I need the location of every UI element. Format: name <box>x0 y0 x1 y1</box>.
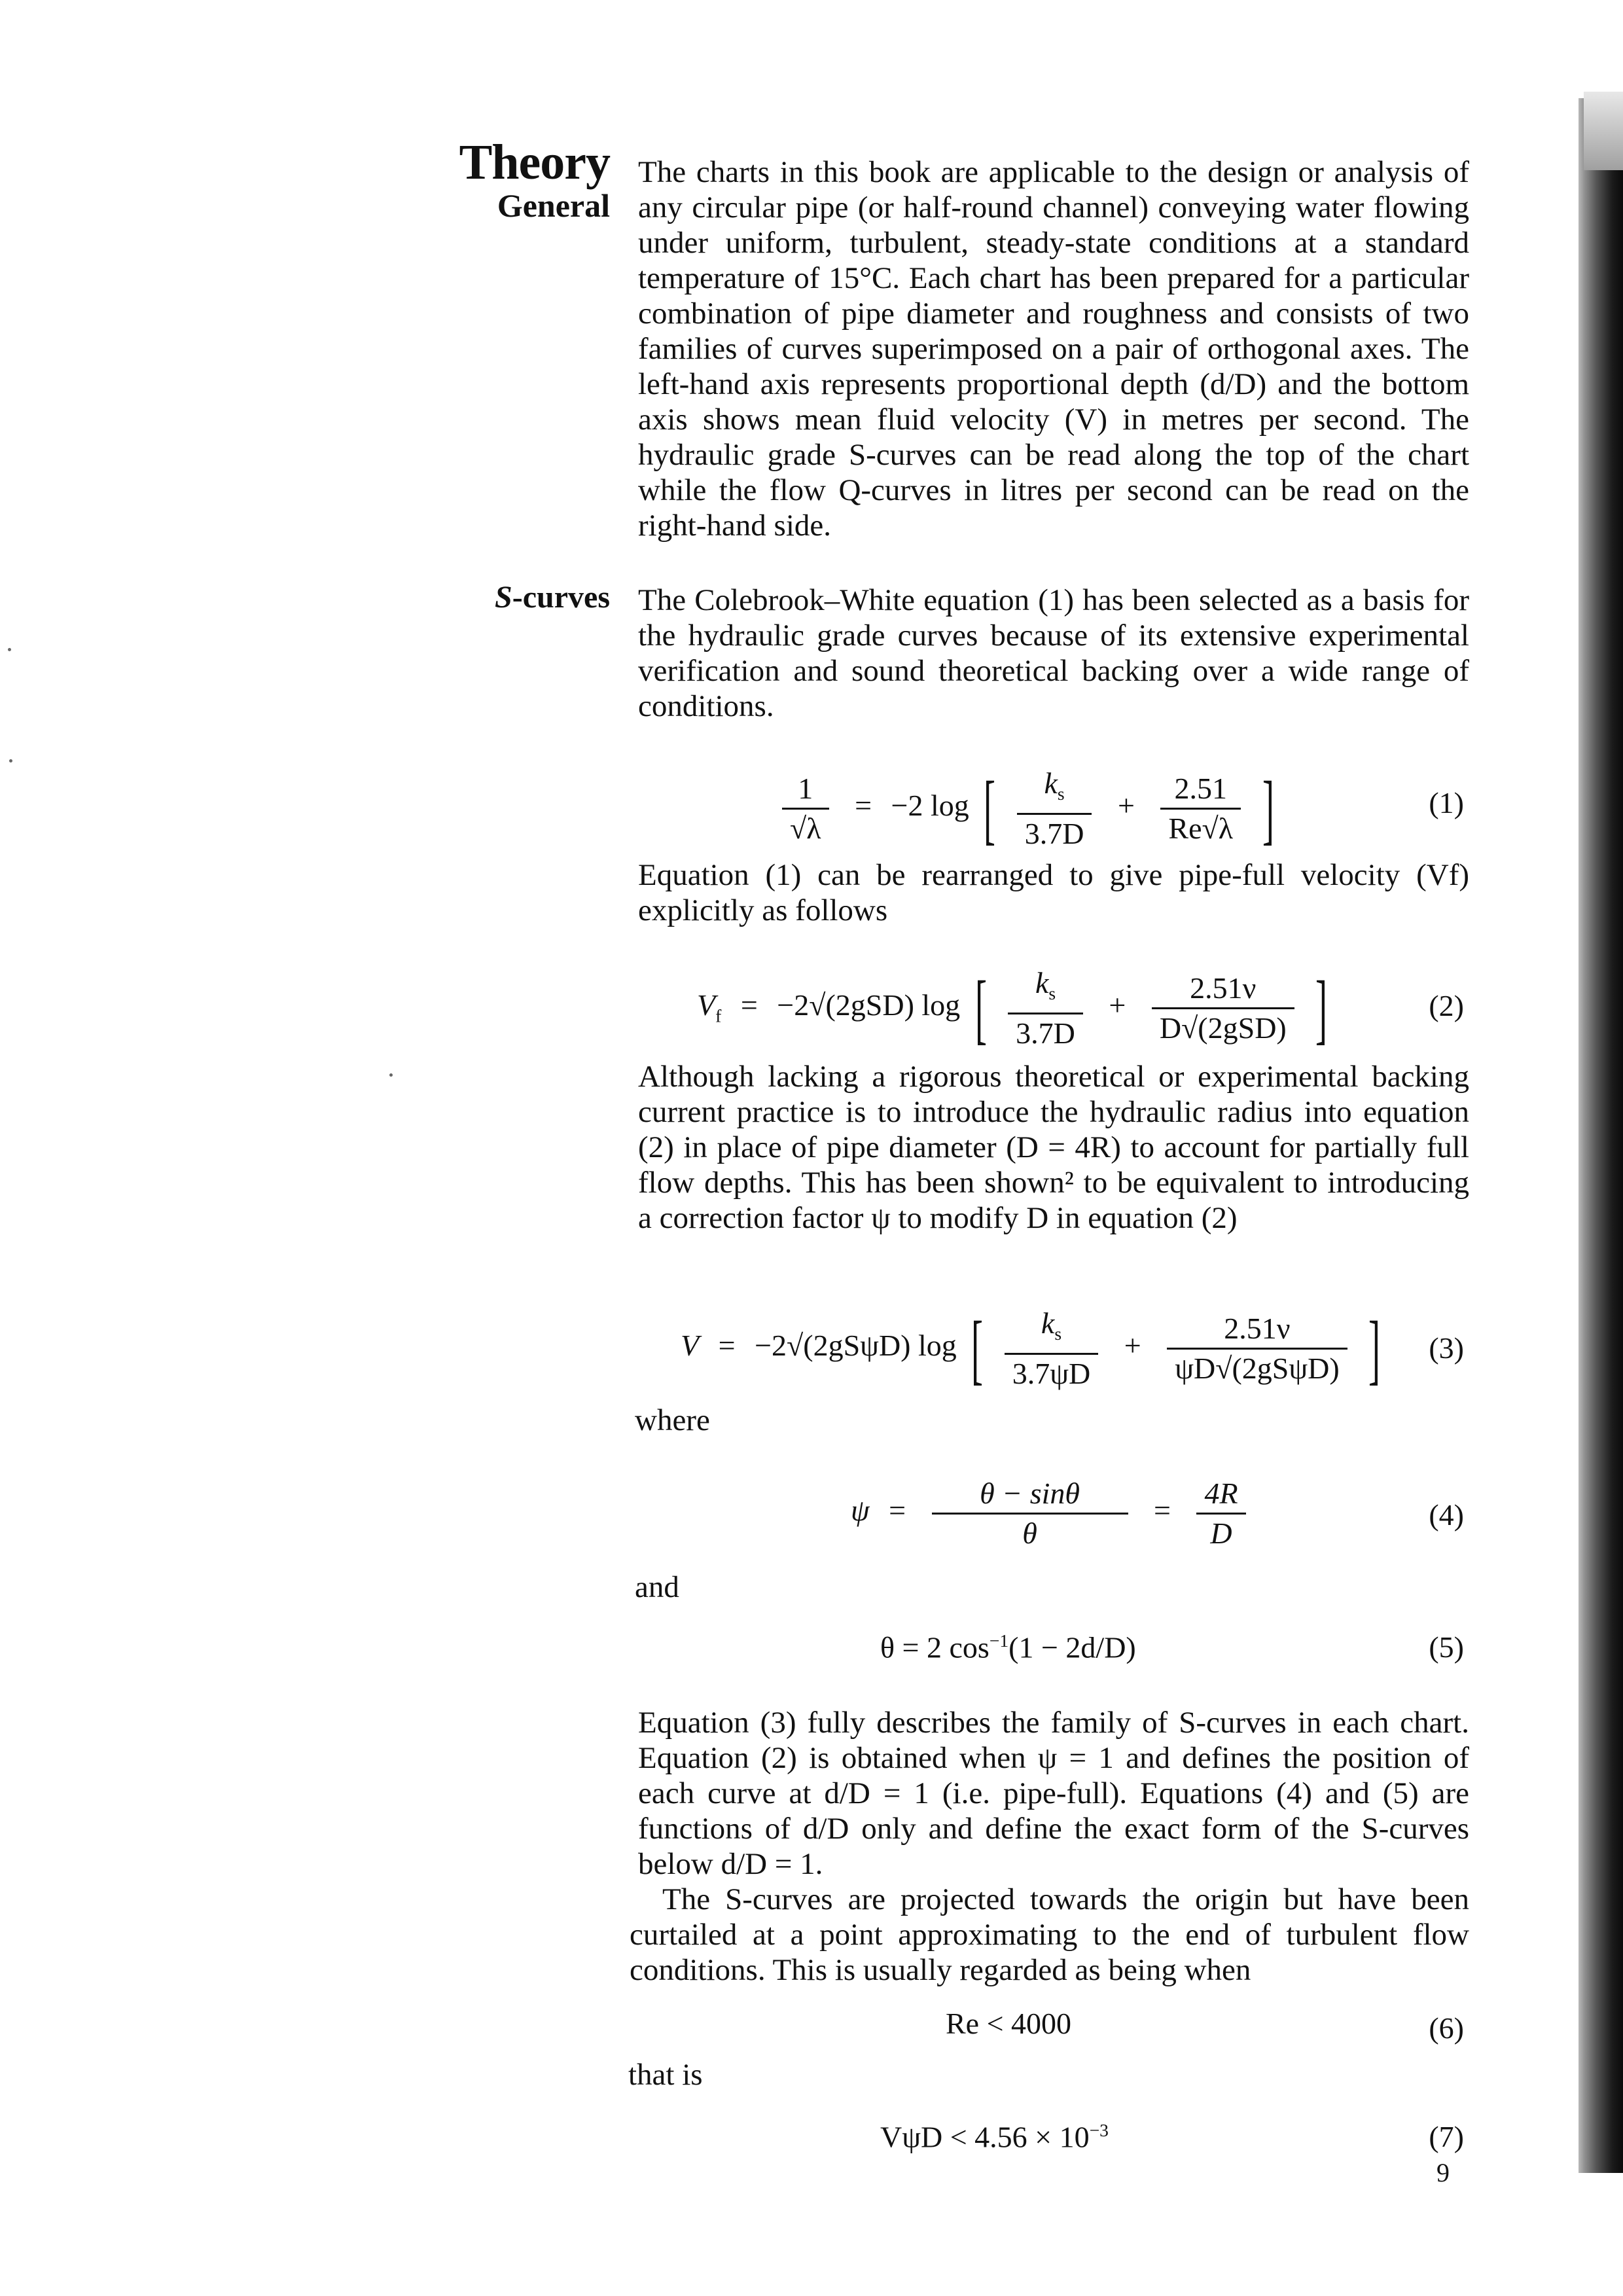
eq5-argument: (1 − 2d/D) <box>1008 1630 1136 1664</box>
subheading-s-curves-rest: -curves <box>512 580 610 615</box>
eq3-term1 <box>1005 1306 1099 1391</box>
section-heading-theory: Theory <box>459 135 610 190</box>
paragraph-rearranged: Equation (1) can be rearranged to give pipe-full velocity (Vf) explicitly as follows <box>638 858 1469 927</box>
eq5-main: θ = 2 cos <box>880 1630 990 1664</box>
eq1-term2-numerator: 2.51 <box>1160 771 1241 810</box>
equation-1 <box>776 766 1281 852</box>
page-number: 9 <box>1436 2158 1450 2187</box>
eq1-right-bracket: ] <box>1262 764 1274 852</box>
equation-5 <box>880 1623 1136 1665</box>
eq2-lhs-sub: f <box>715 1005 722 1026</box>
eq3-term2 <box>1167 1311 1347 1386</box>
eq1-term1-numerator-sub: s <box>1057 783 1065 804</box>
eq4-lhs: ψ <box>851 1494 870 1528</box>
eq1-term1 <box>1017 766 1092 852</box>
subheading-s-curves <box>495 579 610 615</box>
eq1-term2 <box>1160 771 1241 846</box>
eq3-right-bracket: ] <box>1368 1304 1381 1392</box>
eq2-term2 <box>1152 971 1294 1046</box>
eq1-lhs-numerator: 1 <box>782 771 829 810</box>
label-where: where <box>635 1403 710 1437</box>
equation-7 <box>880 2113 1109 2155</box>
equation-3 <box>681 1306 1387 1391</box>
eq2-term2-numerator: 2.51ν <box>1152 971 1294 1009</box>
scan-speck <box>389 1073 393 1077</box>
eq4-equals-2: = <box>1154 1494 1171 1528</box>
eq7-superscript: −3 <box>1089 2120 1109 2140</box>
eq1-coefficient: −2 log <box>891 789 969 823</box>
equation-number-3: (3) <box>1429 1331 1464 1365</box>
paragraph-general: The charts in this book are applicable to the design or analysis of any circular pipe (or half-round channel) conveying water flowing under uniform, turbulent, steady-state conditions at a standard temperature of 15°C. Each chart has been prepared for a particular combination of pipe diameter and roughness and consists of two families of curves superimposed on a pair of orthogonal axes. The left-hand axis represents proportional depth (d/D) and the bottom axis shows mean fluid velocity (V) in metres per second. The hydraulic grade S-curves can be read along the top of the chart while the flow Q-curves in litres per second can be read on the right-hand side. <box>638 155 1469 543</box>
eq3-lhs: V <box>681 1329 700 1363</box>
eq2-lhs: V <box>697 988 716 1022</box>
paragraph-colebrook: The Colebrook–White equation (1) has been selected as a basis for the hydraulic grade curves because of its extensive experimental verification and sound theoretical backing over a wide range of conditions. <box>638 583 1469 723</box>
eq2-term1 <box>1008 965 1083 1051</box>
eq2-plus: + <box>1109 988 1126 1022</box>
page-number-cropped <box>1436 2158 1450 2187</box>
eq3-coefficient: −2√(2gSψD) log <box>755 1329 957 1363</box>
eq4-fraction-1-numerator: θ − sinθ <box>980 1477 1080 1510</box>
eq3-plus: + <box>1124 1329 1141 1363</box>
scan-speck <box>8 648 11 651</box>
eq1-equals: = <box>855 789 872 823</box>
paragraph-eq3-describes: Equation (3) fully describes the family of S-curves in each chart. Equation (2) is obtained when ψ = 1 and defines the position of each curve at d/D = 1 (i.e. pipe-full). Equations (4) and (5) are functions of d/D only and define the exact form of the S-curves below d/D = 1. <box>638 1706 1469 1881</box>
equation-2 <box>697 965 1334 1051</box>
equation-number-4: (4) <box>1429 1498 1464 1532</box>
paragraph-projected: The S-curves are projected towards the origin but have been curtailed at a point approximating to the end of turbulent flow conditions. This is usually regarded as being when <box>630 1882 1469 1987</box>
eq1-lhs-fraction <box>782 771 829 846</box>
label-that-is: that is <box>628 2058 703 2092</box>
eq7-main: VψD < 4.56 × 10 <box>880 2120 1090 2154</box>
eq1-lhs-denominator: √λ <box>790 812 821 846</box>
eq1-term1-denominator: 3.7D <box>1024 817 1084 851</box>
equation-6: Re < 4000 <box>946 2007 1072 2040</box>
eq4-equals: = <box>889 1494 906 1528</box>
eq5-superscript: −1 <box>989 1630 1009 1651</box>
eq2-left-bracket: [ <box>974 964 987 1052</box>
eq4-fraction-2 <box>1196 1476 1245 1551</box>
equation-number-7: (7) <box>1429 2120 1464 2153</box>
eq2-term1-numerator-sub: s <box>1048 983 1056 1004</box>
equation-number-1: (1) <box>1429 786 1464 819</box>
eq3-equals: = <box>718 1329 736 1363</box>
scan-shadow-top <box>1584 92 1623 170</box>
subheading-s-curves-italic: S <box>495 580 512 615</box>
eq2-right-bracket: ] <box>1315 964 1328 1052</box>
eq1-term2-denominator: Re√λ <box>1168 812 1234 846</box>
eq2-coefficient: −2√(2gSD) log <box>777 988 961 1022</box>
eq2-equals: = <box>740 988 758 1022</box>
equation-number-6: (6) <box>1429 2011 1464 2045</box>
eq3-term2-denominator: ψD√(2gSψD) <box>1175 1352 1340 1386</box>
eq2-term1-denominator: 3.7D <box>1016 1016 1075 1050</box>
eq4-fraction-2-numerator: 4R <box>1204 1477 1238 1510</box>
equation-number-5: (5) <box>1429 1630 1464 1664</box>
eq1-left-bracket: [ <box>984 764 996 852</box>
eq1-plus: + <box>1117 789 1135 823</box>
scan-shadow-edge <box>1578 98 1623 2173</box>
equation-number-2: (2) <box>1429 989 1464 1022</box>
eq3-term1-numerator-sub: s <box>1054 1323 1062 1344</box>
eq4-fraction-2-denominator: D <box>1210 1516 1232 1550</box>
eq3-term2-numerator: 2.51ν <box>1167 1311 1347 1350</box>
paragraph-although: Although lacking a rigorous theoretical or experimental backing current practice is to introduce the hydraulic radius into equation (2) in place of pipe diameter (D = 4R) to account for partially full flow depths. This has been shown² to be equivalent to introducing a correction factor ψ to modify D in equation (2) <box>638 1060 1469 1235</box>
subheading-general: General <box>497 187 610 224</box>
equation-4 <box>851 1476 1253 1551</box>
eq3-left-bracket: [ <box>971 1304 984 1392</box>
eq2-term2-denominator: D√(2gSD) <box>1159 1011 1287 1045</box>
label-and: and <box>635 1570 679 1604</box>
eq3-term1-numerator: k <box>1041 1306 1055 1340</box>
eq1-term1-numerator: k <box>1044 766 1058 800</box>
scan-speck <box>9 759 12 762</box>
eq4-fraction-1-denominator: θ <box>1022 1516 1037 1550</box>
eq4-fraction-1 <box>932 1476 1128 1551</box>
eq2-term1-numerator: k <box>1035 966 1049 999</box>
eq3-term1-denominator: 3.7ψD <box>1012 1357 1091 1391</box>
